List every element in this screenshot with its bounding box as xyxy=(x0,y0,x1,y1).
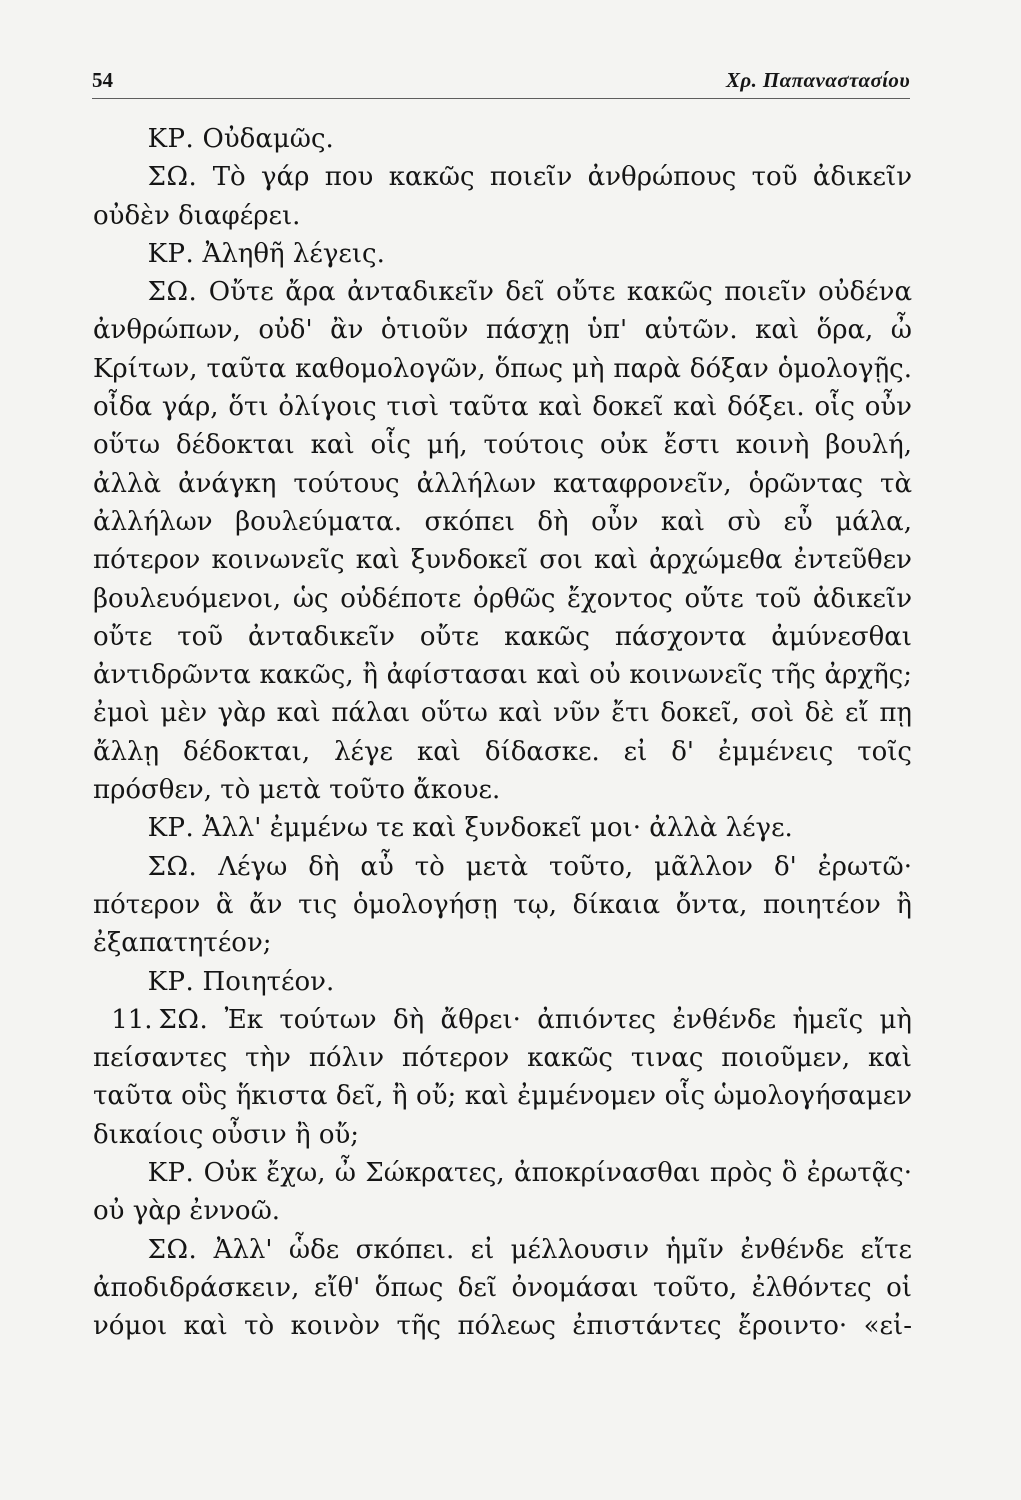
dialogue-paragraph xyxy=(93,1154,912,1231)
paragraph-text: Οὐκ ἔχω, ὦ Σώκρατες, ἀποκρίνασθαι πρὸς ὃ ἐρωτᾷς· οὐ γὰρ ἐννοῶ. xyxy=(93,1158,912,1227)
dialogue-paragraph xyxy=(93,235,912,273)
speaker-label: ΣΩ. xyxy=(147,1234,198,1265)
dialogue-text xyxy=(93,120,912,1346)
running-header-author: Χρ. Παπαναστασίου xyxy=(726,68,910,92)
speaker-label: ΚΡ. xyxy=(147,238,195,269)
paragraph-text: Ἀληθῆ λέγεις. xyxy=(202,238,385,269)
speaker-label: ΚΡ. xyxy=(147,1158,195,1189)
speaker-label: ΣΩ. xyxy=(147,851,198,882)
dialogue-paragraph xyxy=(93,848,912,963)
dialogue-paragraph xyxy=(93,120,912,158)
dialogue-paragraph xyxy=(93,963,912,1001)
speaker-label: ΣΩ. xyxy=(147,162,198,193)
speaker-label: ΚΡ. xyxy=(147,966,195,997)
speaker-label: ΣΩ. xyxy=(147,277,198,308)
speaker-label: ΚΡ. xyxy=(147,813,195,844)
paragraph-text: Ἀλλ' ἐμμένω τε καὶ ξυνδοκεῖ μοι· ἀλλὰ λέγε. xyxy=(202,813,793,844)
running-header xyxy=(92,64,910,99)
paragraph-text: Λέγω δὴ αὖ τὸ μετὰ τοῦτο, μᾶλλον δ' ἐρωτῶ· πότερον ἃ ἄν τις ὁμολογήσῃ τῳ, δίκαια ὄντα, ποιητέον ἢ ἐξαπατητέον; xyxy=(93,851,912,959)
dialogue-paragraph xyxy=(93,1231,912,1346)
paragraph-text: Οὐδαμῶς. xyxy=(202,124,334,154)
section-number: 11. xyxy=(111,1004,153,1035)
dialogue-paragraph xyxy=(93,273,912,809)
speaker-label: ΣΩ. xyxy=(158,1004,209,1035)
paragraph-text: Οὔτε ἄρα ἀνταδικεῖν δεῖ οὔτε κακῶς ποιεῖν οὐδένα ἀνθρώπων, οὐδ' ἂν ὁτιοῦν πάσχῃ ὑπ' αὐτῶν. καὶ ὅρα, ὦ Κρίτων, ταῦτα καθομολογῶν, ὅπως μὴ παρὰ δόξαν ὁμολογῇς. οἶδα γάρ, ὅτι ὀλίγοις τισὶ ταῦτα καὶ δοκεῖ καὶ δόξει. οἷς οὖν οὕτω δέδοκται καὶ οἷς μή, τούτοις οὐκ ἔστι κοινὴ βουλή, ἀλλὰ ἀνάγκη τούτους ἀλλήλων καταφρονεῖν, ὁρῶντας τὰ ἀλλήλων βουλεύματα. σκόπει δὴ οὖν καὶ σὺ εὖ μάλα, πότερον κοινωνεῖς καὶ ξυνδοκεῖ σοι καὶ ἀρχώμεθα ἐντεῦθεν βουλευόμενοι, ὡς οὐδέποτε ὀρθῶς ἔχοντος οὔτε τοῦ ἀδικεῖν οὔτε τοῦ ἀνταδικεῖν οὔτε κακῶς πάσχοντα ἀμύνεσθαι ἀντιδρῶντα κακῶς, ἢ ἀφίστασαι καὶ οὐ κοινωνεῖς τῆς ἀρχῆς; ἐμοὶ μὲν γὰρ καὶ πάλαι οὕτω καὶ νῦν ἔτι δοκεῖ, σοὶ δὲ εἴ πῃ ἄλλῃ δέδοκται, λέγε καὶ δίδασκε. εἰ δ' ἐμμένεις τοῖς πρόσθεν, τὸ μετὰ τοῦτο ἄκουε. xyxy=(93,277,913,806)
paragraph-text: Ποιητέον. xyxy=(202,966,335,997)
dialogue-paragraph-numbered xyxy=(93,1001,912,1154)
dialogue-paragraph xyxy=(93,809,912,847)
page-number: 54 xyxy=(92,68,113,92)
paragraph-text: Ἐκ τούτων δὴ ἄθρει· ἀπιόντες ἐνθένδε ἡμεῖς μὴ πείσαντες τὴν πόλιν πότερον κακῶς τινας ποιοῦμεν, καὶ ταῦτα οὓς ἥκιστα δεῖ, ἢ οὔ; καὶ ἐμμένομεν οἷς ὡμολογήσαμεν δικαίοις οὖσιν ἢ οὔ; xyxy=(93,1004,912,1150)
paragraph-text: Ἀλλ' ὧδε σκόπει. εἰ μέλλουσιν ἡμῖν ἐνθένδε εἴτε ἀποδιδράσκειν, εἴθ' ὅπως δεῖ ὀνομάσαι τοῦτο, ἐλθόντες οἱ νόμοι καὶ τὸ κοινὸν τῆς πόλεως ἐπιστάντες ἔροιντο· «εἰ- xyxy=(93,1234,912,1342)
paragraph-text: Τὸ γάρ που κακῶς ποιεῖν ἀνθρώπους τοῦ ἀδικεῖν οὐδὲν διαφέρει. xyxy=(93,162,912,231)
dialogue-paragraph xyxy=(93,158,912,235)
speaker-label: ΚΡ. xyxy=(147,124,195,154)
